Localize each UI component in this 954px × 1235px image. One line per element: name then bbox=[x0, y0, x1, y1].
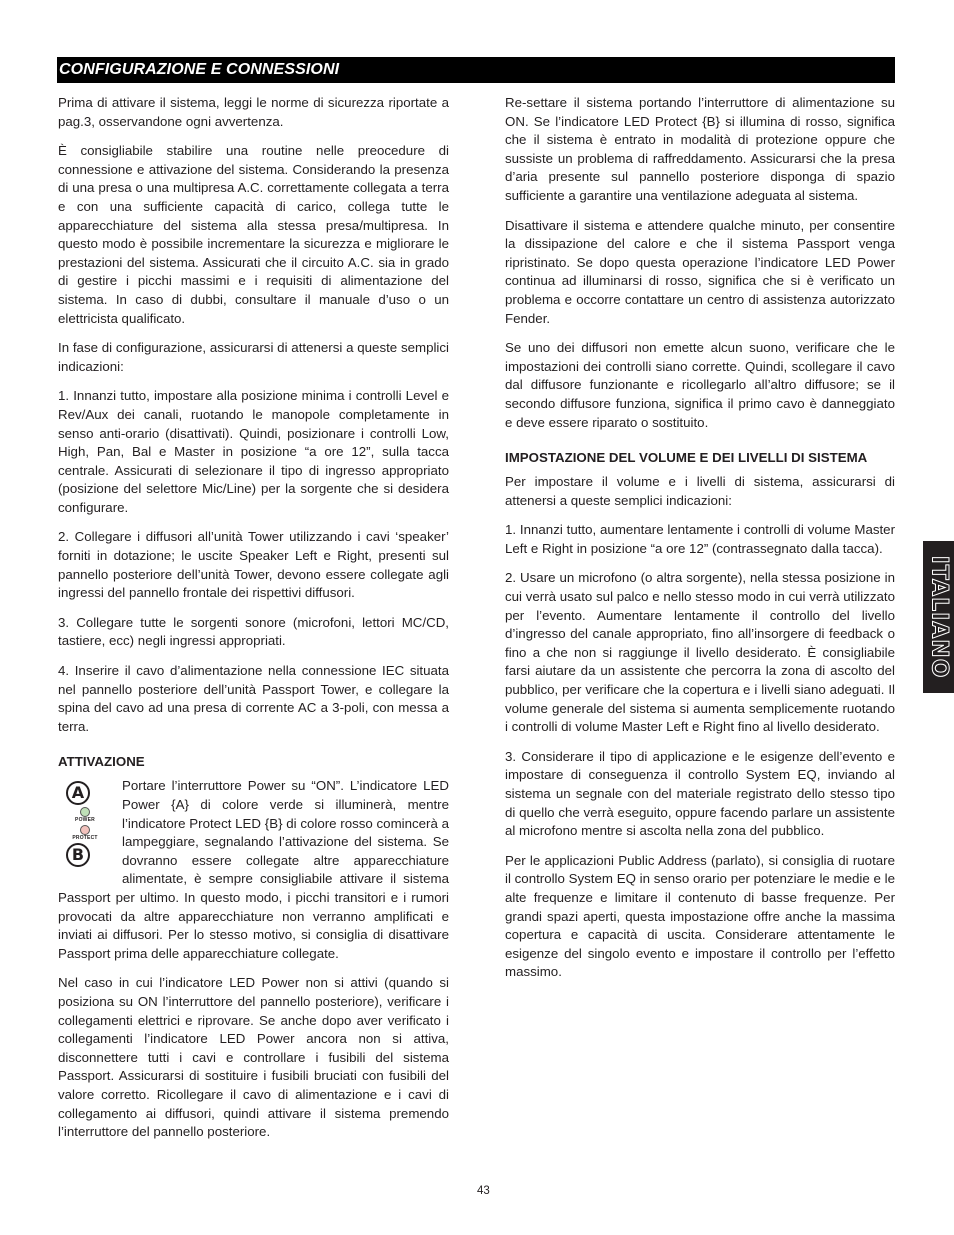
step-paragraph: 1. Innanzi tutto, aumentare lentamente i controlli di volume Master Left e Right in posizione “a ore 12” (contrassegnato dalla tacca). bbox=[505, 522, 895, 556]
step-paragraph: 3. Collegare tutte le sorgenti sonore (microfoni, lettori MC/CD, tastiere, ecc) negli ingressi appropriati. bbox=[58, 614, 449, 649]
language-side-tab bbox=[923, 541, 954, 693]
page-number: 43 bbox=[477, 1185, 490, 1197]
activation-heading: ATTIVAZIONE bbox=[58, 754, 145, 770]
right-column bbox=[505, 94, 895, 993]
paragraph: Disattivare il sistema e attendere qualche minuto, per consentire la dissipazione del calore e che il sistema Passport venga ripristinato. Se dopo questa operazione l’indicatore LED Power continua ad illuminarsi di rosso, significa che si è verificato un problema e occorre contattare un centro di assistenza autorizzato Fender. bbox=[505, 217, 895, 326]
paragraph: È consigliabile stabilire una routine nelle preocedure di connessione e attivazione del sistema. Considerando la presenza di una presa o una multipresa A.C. correttamente collegata a terra e con una sufficiente capacità di carico, collega tutte le apparecchiature del sistema alla stessa presa/multipresa. In questo modo è possibile incrementare la sicurezza e migliorare le prestazioni del sistema. Assicurati che il circuito A.C. sia in grado di gestire i picchi massimi e i requisiti di alimentazione del sistema. In caso di dubbi, consultare il manuale d’uso o un elettricista qualificato. bbox=[58, 143, 449, 326]
activation-block bbox=[58, 777, 449, 963]
step-paragraph: 2. Usare un microfono (o altra sorgente), nella stessa posizione in cui verrà usato sul palco e nello stesso modo in cui verrà utilizzato per l’evento. Aumentare lentamente il controllo del livello d’ingresso del canale appropriato, fino all’insorgere di feedback o fino a che non si raggiunge il livello desiderato. È consigliabile farsi aiutare da un assistente che percorra la zona di ascolto del pubblico, per verificare che la copertura e i livelli siano adeguati. Il volume generale del sistema si aumenta semplicemente ruotando i controlli di volume Master Left e Right fino al livello desiderato. bbox=[505, 570, 895, 735]
volume-heading: IMPOSTAZIONE DEL VOLUME E DEI LIVELLI DI SISTEMA bbox=[505, 450, 868, 466]
intro-paragraph: Prima di attivare il sistema, leggi le norme di sicurezza riportate a pag.3, osservandone ogni avvertenza. bbox=[58, 95, 449, 129]
badge-b-icon: B bbox=[66, 843, 90, 867]
led-indicator-figure bbox=[66, 781, 104, 881]
paragraph: Per impostare il volume e i livelli di sistema, assicurarsi di attenersi a queste semplici indicazioni: bbox=[505, 474, 895, 508]
protect-led bbox=[66, 825, 104, 841]
paragraph: Re-settare il sistema portando l’interruttore di alimentazione su ON. Se l’indicatore LED Protect {B} si illumina di rosso, significa che il sistema è entrato in modalità di protezione oppure che sussiste un problema di raffreddamento. Assicurarsi che la presa d’aria presente sul pannello posteriore disponga di spazio sufficiente a garantire una ventilazione adeguata al sistema. bbox=[505, 95, 895, 203]
step-paragraph: 3. Considerare il tipo di applicazione e le esigenze dell’evento e impostare di conseguenza il controllo System EQ, inviando al sistema un segnale con del materiale registrato dello stesso tipo di quello che verrà eseguito, oppure facendo parlare un assistente al microfono mentre si ascolta nella zona del pubblico. bbox=[505, 748, 895, 839]
step-paragraph: 4. Inserire il cavo d’alimentazione nella connessione IEC situata nel pannello posteriore dell’unità Passport Tower, e collegare la spina del cavo ad una presa di corrente AC a 3-poli, con messa a terra. bbox=[58, 663, 449, 734]
step-paragraph: 2. Collegare i diffusori all’unità Tower utilizzando i cavi ‘speaker’ forniti in dotazione; le uscite Speaker Left e Right, presenti sul pannello posteriore dell’unità Tower, devono essere collegate agli ingressi del pannello frontale dei rispettivi diffusori. bbox=[58, 529, 449, 601]
power-led bbox=[66, 807, 104, 823]
green-led-icon bbox=[80, 807, 90, 817]
step-paragraph: 1. Innanzi tutto, impostare alla posizione minima i controlli Level e Rev/Aux dei canali, ruotando le manopole completamente in senso anti-orario (disattivati). Quindi, posizionare i controlli Low, High, Pan, Bal e Master in posizione “a ore 12”, sulla tacca centrale. Assicurati di selezionare il tipo di ingresso appropriato (posizione del selettore Mic/Line) per la sorgente che si desidera configurare. bbox=[58, 388, 449, 515]
language-tab-label: ITALIANO bbox=[926, 555, 951, 679]
left-column bbox=[58, 94, 449, 1153]
paragraph: Se uno dei diffusori non emette alcun suono, verificare che le impostazioni dei controlli siano corrette. Quindi, scollegare il cavo dal diffusore funzionante e ricollegarlo all’altro diffusore; se il secondo diffusore funziona, significa il primo cavo è danneggiato e deve essere riparato o sostituito. bbox=[505, 340, 895, 430]
power-led-label: POWER bbox=[75, 817, 95, 824]
activation-paragraph-2: Nel caso in cui l’indicatore LED Power non si attivi (quando si posiziona su ON l’interruttore del pannello posteriore), verificare i collegamenti elettrici e riprovare. Se anche dopo aver verificato i collegamenti l’indicatore LED Power ancora non si attiva, disconnettere tutti i cavi e controllare i fusibili del sistema Passport. Assicurarsi di sostituire i fusibili bruciati con fusibili del valore corretto. Ricollegare il cavo di alimentazione e i cavi di collegamento ai diffusori, quindi attivare il sistema premendo l’interruttore del pannello posteriore. bbox=[58, 975, 449, 1140]
section-title: CONFIGURAZIONE E CONNESSIONI bbox=[59, 61, 340, 78]
section-header-bar bbox=[57, 57, 895, 83]
red-led-icon bbox=[80, 825, 90, 835]
protect-led-label: PROTECT bbox=[72, 835, 98, 842]
badge-a-icon: A bbox=[66, 781, 90, 805]
paragraph: In fase di configurazione, assicurarsi di attenersi a queste semplici indicazioni: bbox=[58, 340, 449, 374]
paragraph: Per le applicazioni Public Address (parlato), si consiglia di ruotare il controllo System EQ in senso orario per potenziare le medie e le alte frequenze e limitare il contenuto di basse frequenze. Per grandi spazi aperti, questa impostazione offre anche la massima copertura e capacità di uscita. Considerare attentamente le esigenze del singolo evento e impostare il controllo per l’effetto massimo. bbox=[505, 852, 895, 980]
activation-paragraph: Portare l’interruttore Power su “ON”. L’indicatore LED Power {A} di colore verde si illuminerà, mentre l’indicatore Protect LED {B} di colore rosso comincerà a lampeggiare, segnalando l’attivazione del sistema. Se dovranno essere collegate altre apparecchiature alimentate, è sempre consigliabile attivare il sistema Passport per ultimo. In questo modo, i picchi transitori e i rumori provocati da altre apparecchiature non verranno amplificati e inviati ai diffusori. Per lo stesso motivo, si consiglia di disattivare Passport prima delle apparecchiature collegate. bbox=[58, 778, 449, 961]
